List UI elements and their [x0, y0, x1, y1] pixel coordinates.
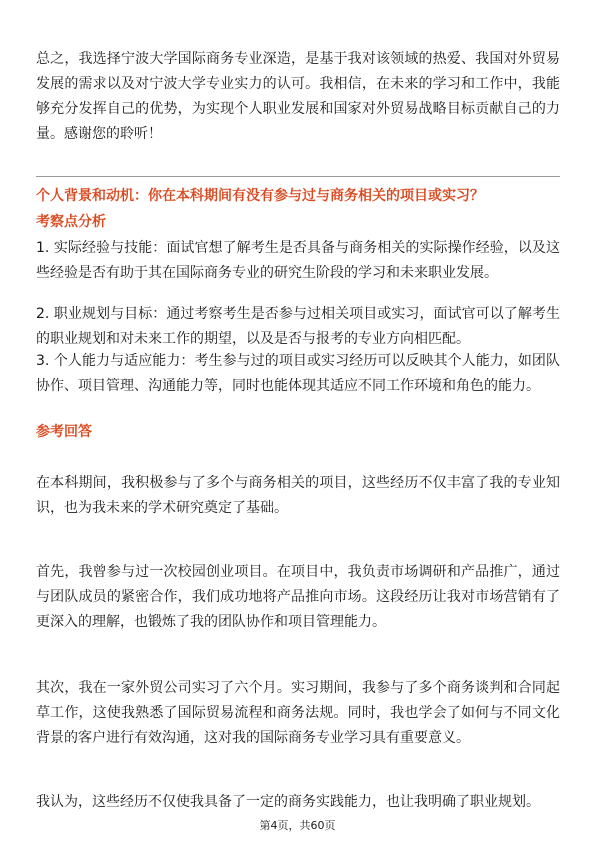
- answer-paragraph-3: 其次，我在一家外贸公司实习了六个月。实习期间，我参与了多个商务谈判和合同起草工作，这使我熟悉了国际贸易流程和商务法规。同时，我也学会了如何与不同文化背景的客户进行有效沟通，这对我的国际商务专业学习具有重要意义。: [36, 680, 560, 746]
- page-footer: 第4页，共60页: [259, 819, 336, 832]
- answer-heading: 参考回答: [36, 424, 92, 440]
- analysis-heading: 考察点分析: [36, 214, 106, 230]
- analysis-item-2: 2. 职业规划与目标：通过考察考生是否参与过相关项目或实习，面试官可以了解考生的职业规划和对未来工作的期望，以及是否与报考的专业方向相匹配。: [36, 306, 560, 347]
- analysis-item-3: 3. 个人能力与适应能力：考生参与过的项目或实习经历可以反映其个人能力，如团队协作、项目管理、沟通能力等，同时也能体现其适应不同工作环境和角色的能力。: [36, 353, 560, 394]
- answer-paragraph-4: 我认为，这些经历不仅使我具备了一定的商务实践能力，也让我明确了职业规划。: [36, 794, 540, 810]
- answer-paragraph-1: 在本科期间，我积极参与了多个与商务相关的项目，这些经历不仅丰富了我的专业知识，也为我未来的学术研究奠定了基础。: [36, 475, 560, 516]
- interview-question: 个人背景和动机：你在本科期间有没有参与过与商务相关的项目或实习？: [36, 188, 484, 204]
- intro-paragraph: 总之，我选择宁波大学国际商务专业深造，是基于我对该领域的热爱、我国对外贸易发展的需求以及对宁波大学专业实力的认可。我相信，在未来的学习和工作中，我能够充分发挥自己的优势，为实现个人职业发展和国家对外贸易战略目标贡献自己的力量。感谢您的聆听！: [36, 51, 560, 142]
- answer-paragraph-2: 首先，我曾参与过一次校园创业项目。在项目中，我负责市场调研和产品推广，通过与团队成员的紧密合作，我们成功地将产品推向市场。这段经历让我对市场营销有了更深入的理解，也锻炼了我的团队协作和项目管理能力。: [36, 564, 560, 630]
- section-divider: [36, 176, 560, 177]
- analysis-item-1: 1. 实际经验与技能：面试官想了解考生是否具备与商务相关的实际操作经验，以及这些经验是否有助于其在国际商务专业的研究生阶段的学习和未来职业发展。: [36, 240, 560, 281]
